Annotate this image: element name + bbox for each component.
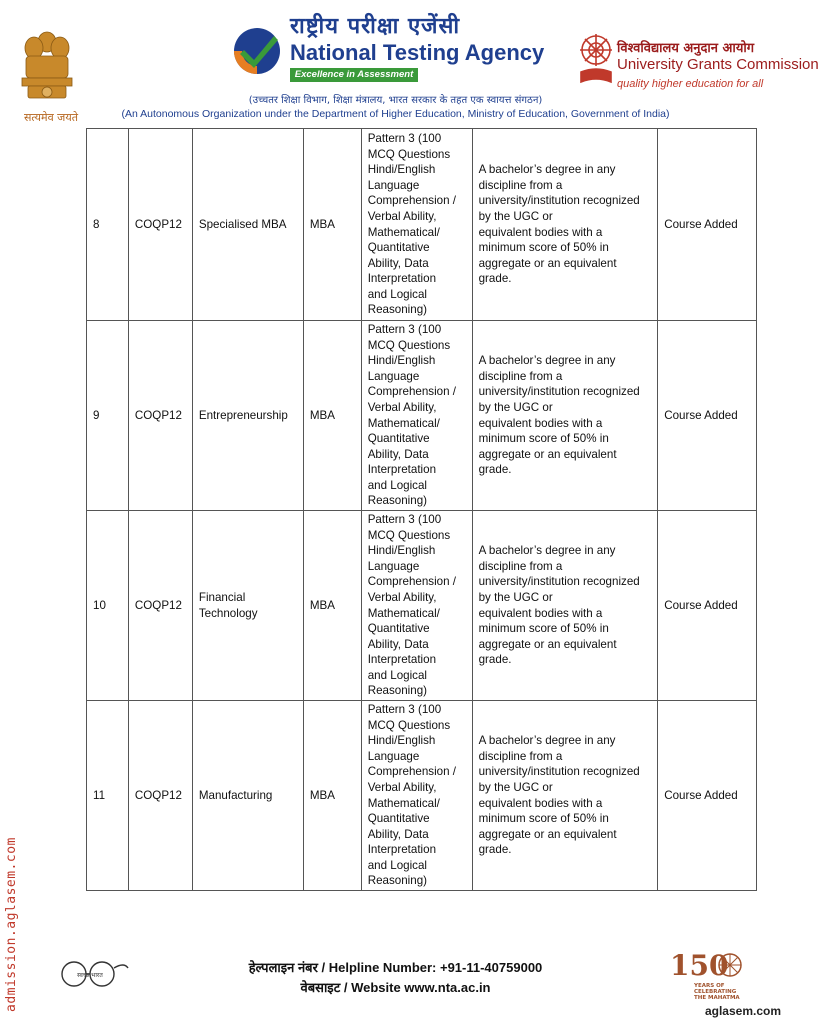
subtitle-english: (An Autonomous Organization under the Department of Higher Education, Ministry of Education, Government of India) [121,108,670,120]
test-pattern-cell-line: Verbal Ability, [367,400,437,414]
test-pattern-cell-line: Comprehension / [367,575,456,589]
test-pattern-cell-line: Comprehension / [367,194,456,208]
course-name-cell-line: Entrepreneurship [198,408,288,422]
test-pattern-cell [361,321,472,511]
test-pattern-cell-line: Reasoning) [367,684,427,698]
courses-table [86,128,757,891]
test-pattern-cell-line: Language [367,749,420,763]
test-pattern-cell-line: Quantitative [367,241,430,255]
eligibility-cell-line: aggregate or an equivalent [478,637,617,651]
svg-text:150: 150 [670,949,729,982]
svg-text:CELEBRATING: CELEBRATING [694,989,737,995]
program-cell: MBA [303,321,361,511]
eligibility-cell-line: by the UGC or [478,400,553,414]
eligibility-cell-line: grade. [478,843,512,857]
course-name-cell-line: Technology [198,606,258,620]
eligibility-cell-line: aggregate or an equivalent [478,447,617,461]
eligibility-cell-line: discipline from a [478,749,563,763]
ugc-motto: quality higher education for all [617,78,764,90]
eligibility-cell-line: by the UGC or [478,590,553,604]
test-pattern-cell-line: Pattern 3 (100 [367,131,442,145]
eligibility-cell-line: minimum score of 50% in [478,622,609,636]
remarks-cell: Course Added [658,321,757,511]
course-name-cell-line: Financial [198,590,246,604]
test-pattern-cell-line: Reasoning) [367,494,427,508]
test-pattern-cell-line: Hindi/English [367,544,436,558]
eligibility-cell-line: minimum score of 50% in [478,812,609,826]
eligibility-cell-line: grade. [478,463,512,477]
test-pattern-cell-line: Mathematical/ [367,796,440,810]
paper-code-cell: COQP12 [128,129,192,321]
test-pattern-cell-line: Language [367,178,420,192]
test-pattern-cell-line: and Logical [367,478,428,492]
table-row [87,129,757,321]
eligibility-cell-line: discipline from a [478,559,563,573]
test-pattern-cell-line: Comprehension / [367,385,456,399]
test-pattern-cell-line: and Logical [367,668,428,682]
table-row [87,321,757,511]
eligibility-cell-line: university/institution recognized [478,575,640,589]
serial-number-cell: 11 [87,701,129,891]
svg-text:THE MAHATMA: THE MAHATMA [694,995,740,1001]
eligibility-cell-line: grade. [478,653,512,667]
watermark-side: admission.aglasem.com [4,837,19,1012]
test-pattern-cell-line: Ability, Data [367,637,429,651]
eligibility-cell [472,321,658,511]
test-pattern-cell-line: Quantitative [367,432,430,446]
eligibility-cell-line: A bachelor’s degree in any [478,734,616,748]
test-pattern-cell [361,701,472,891]
test-pattern-cell-line: Mathematical/ [367,416,440,430]
test-pattern-cell-line: Interpretation [367,653,437,667]
test-pattern-cell-line: Hindi/English [367,163,436,177]
serial-number-cell: 8 [87,129,129,321]
nta-tagline: Excellence in Assessment [290,68,418,82]
course-name-cell [192,129,303,321]
test-pattern-cell-line: and Logical [367,858,428,872]
course-name-cell-line: Manufacturing [198,788,273,802]
test-pattern-cell-line: MCQ Questions [367,718,451,732]
eligibility-cell [472,129,658,321]
watermark-corner: aglasem.com [704,1004,781,1018]
test-pattern-cell-line: Hindi/English [367,734,436,748]
eligibility-cell [472,701,658,891]
test-pattern-cell-line: Verbal Ability, [367,209,437,223]
program-cell: MBA [303,511,361,701]
ugc-title: University Grants Commission [617,56,819,73]
eligibility-cell [472,511,658,701]
eligibility-cell-line: A bachelor’s degree in any [478,544,616,558]
program-cell: MBA [303,129,361,321]
course-name-cell [192,701,303,891]
test-pattern-cell-line: Language [367,559,420,573]
serial-number-cell: 9 [87,321,129,511]
test-pattern-cell-line: Ability, Data [367,827,429,841]
test-pattern-cell [361,511,472,701]
paper-code-cell: COQP12 [128,511,192,701]
test-pattern-cell-line: Reasoning) [367,303,427,317]
eligibility-cell-line: equivalent bodies with a [478,416,603,430]
serial-number-cell: 10 [87,511,129,701]
test-pattern-cell-line: and Logical [367,287,428,301]
test-pattern-cell-line: Mathematical/ [367,606,440,620]
eligibility-cell-line: university/institution recognized [478,765,640,779]
subtitle-hindi: (उच्चतर शिक्षा विभाग, शिक्षा मंत्रालय, भारत सरकार के तहत एक स्वायत्त संगठन) [248,95,543,106]
remarks-cell: Course Added [658,129,757,321]
swachh-label: स्वच्छ भारत [77,972,103,979]
eligibility-cell-line: A bachelor’s degree in any [478,354,616,368]
course-name-cell [192,511,303,701]
course-name-cell-line: Specialised MBA [198,217,287,231]
test-pattern-cell-line: Comprehension / [367,765,456,779]
test-pattern-cell-line: Mathematical/ [367,225,440,239]
ugc-logo [577,30,615,92]
table-row [87,701,757,891]
test-pattern-cell-line: Verbal Ability, [367,780,437,794]
eligibility-cell-line: discipline from a [478,178,563,192]
paper-code-cell: COQP12 [128,701,192,891]
eligibility-cell-line: by the UGC or [478,209,553,223]
nta-title: National Testing Agency [290,40,545,65]
test-pattern-cell-line: MCQ Questions [367,147,451,161]
emblem-motto: सत्यमेव जयते [23,111,78,124]
eligibility-cell-line: minimum score of 50% in [478,241,609,255]
test-pattern-cell-line: Pattern 3 (100 [367,702,442,716]
test-pattern-cell-line: Reasoning) [367,874,427,888]
eligibility-cell-line: aggregate or an equivalent [478,827,617,841]
eligibility-cell-line: discipline from a [478,369,563,383]
eligibility-cell-line: by the UGC or [478,780,553,794]
courses-table-body [87,129,757,891]
eligibility-cell-line: equivalent bodies with a [478,225,603,239]
course-name-cell [192,321,303,511]
eligibility-cell-line: equivalent bodies with a [478,796,603,810]
test-pattern-cell-line: Quantitative [367,622,430,636]
paper-code-cell: COQP12 [128,321,192,511]
remarks-cell: Course Added [658,511,757,701]
website-address: वेबसाइट / Website www.nta.ac.in [300,980,491,995]
test-pattern-cell-line: Ability, Data [367,447,429,461]
ugc-hindi-title: विश्वविद्यालय अनुदान आयोग [617,41,755,56]
test-pattern-cell-line: Quantitative [367,812,430,826]
gandhi-150-logo [664,945,746,1001]
eligibility-cell-line: university/institution recognized [478,385,640,399]
eligibility-cell-line: university/institution recognized [478,194,640,208]
remarks-cell: Course Added [658,701,757,891]
test-pattern-cell-line: Ability, Data [367,256,429,270]
nta-hindi-title: राष्ट्रीय परीक्षा एजेंसी [290,14,461,39]
eligibility-cell-line: equivalent bodies with a [478,606,603,620]
nta-checkmark-logo [232,26,282,76]
test-pattern-cell-line: Interpretation [367,843,437,857]
svg-text:YEARS OF: YEARS OF [694,983,725,989]
test-pattern-cell [361,129,472,321]
test-pattern-cell-line: Verbal Ability, [367,590,437,604]
table-row [87,511,757,701]
eligibility-cell-line: A bachelor’s degree in any [478,163,616,177]
test-pattern-cell-line: Pattern 3 (100 [367,512,442,526]
program-cell: MBA [303,701,361,891]
test-pattern-cell-line: MCQ Questions [367,338,451,352]
eligibility-cell-line: grade. [478,272,512,286]
eligibility-cell-line: aggregate or an equivalent [478,256,617,270]
test-pattern-cell-line: Language [367,369,420,383]
eligibility-cell-line: minimum score of 50% in [478,432,609,446]
test-pattern-cell-line: Interpretation [367,463,437,477]
test-pattern-cell-line: MCQ Questions [367,528,451,542]
test-pattern-cell-line: Hindi/English [367,354,436,368]
helpline-number: हेल्पलाइन नंबर / Helpline Number: +91-11-40759000 [248,960,543,975]
test-pattern-cell-line: Pattern 3 (100 [367,322,442,336]
test-pattern-cell-line: Interpretation [367,272,437,286]
